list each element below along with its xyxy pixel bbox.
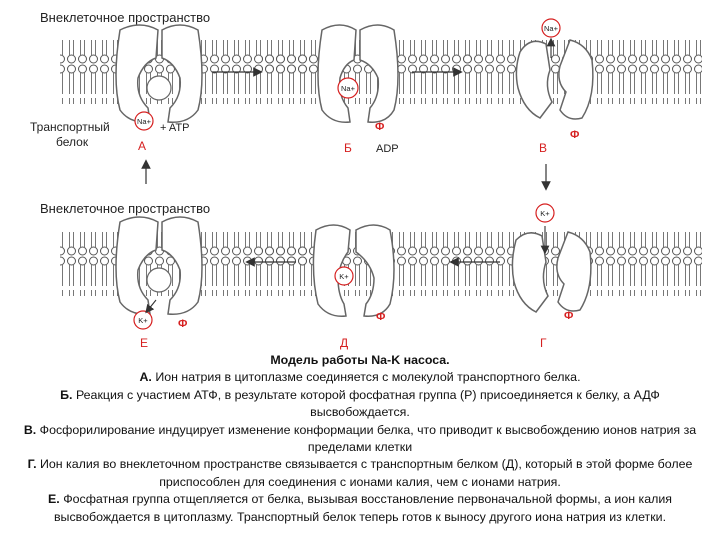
phosphate-b: Ф xyxy=(375,121,385,133)
plus-atp-label: + ATP xyxy=(160,122,190,134)
panel-label-e: Е xyxy=(140,336,149,350)
figure-caption xyxy=(18,352,702,526)
transport-protein-label-1: Транспортный xyxy=(30,120,110,134)
na-ion-a xyxy=(135,112,153,130)
phosphate-d: Ф xyxy=(376,311,386,323)
k-ion-e xyxy=(134,311,152,329)
caption-step-e: Е. Фосфатная группа отщепляется от белка, вызывая восстановление первоначальной формы, а ион калия высвобождается в цитоплазму. Транспортный белок теперь готов к выносу другого иона натрия из клетки. xyxy=(48,492,672,524)
na-ion-v xyxy=(542,19,560,37)
svg-text:K+: K+ xyxy=(540,209,550,218)
transport-protein-label-2: белок xyxy=(56,135,89,149)
k-ion-d xyxy=(335,267,353,285)
panel-label-g: Г xyxy=(540,336,547,350)
svg-text:Na+: Na+ xyxy=(544,24,558,33)
svg-text:K+: K+ xyxy=(339,272,349,281)
panel-label-b: Б xyxy=(344,141,352,155)
bottom-region-label: Внеклеточное пространство xyxy=(40,201,211,216)
caption-step-a: А. Ион натрия в цитоплазме соединяется с молекулой транспортного белка. xyxy=(139,370,581,385)
phosphate-v: Ф xyxy=(570,129,580,141)
panel-label-a: А xyxy=(138,139,147,153)
caption-step-b: Б. Реакция с участием АТФ, в результате которой фосфатная группа (Р) присоединяется к белку, а АДФ высвобождается. xyxy=(60,387,660,420)
panel-label-d: Д xyxy=(340,336,349,350)
caption-title: Модель работы Na-K насоса. xyxy=(270,353,450,367)
svg-text:Na+: Na+ xyxy=(137,117,151,126)
phosphate-g: Ф xyxy=(564,310,574,322)
k-ion-g xyxy=(536,204,554,222)
caption-step-v: В. Фосфорилирование индуцирует изменение конформации белка, что приводит к высвобождению ионов натрия за пределами клетки xyxy=(23,422,697,455)
svg-text:K+: K+ xyxy=(138,316,148,325)
caption-step-g: Г. Ион калия во внеклеточном пространстве связывается с транспортным белком (Д), который в этой форме более приспособлен для соединения с ионами калия, чем с ионами натрия. xyxy=(27,457,693,489)
svg-text:Na+: Na+ xyxy=(341,84,355,93)
phosphate-e: Ф xyxy=(178,318,188,330)
adp-label: ADP xyxy=(376,143,399,155)
panel-label-v: В xyxy=(539,141,548,155)
na-ion-b xyxy=(338,78,358,98)
top-region-label: Внеклеточное пространство xyxy=(40,10,211,25)
